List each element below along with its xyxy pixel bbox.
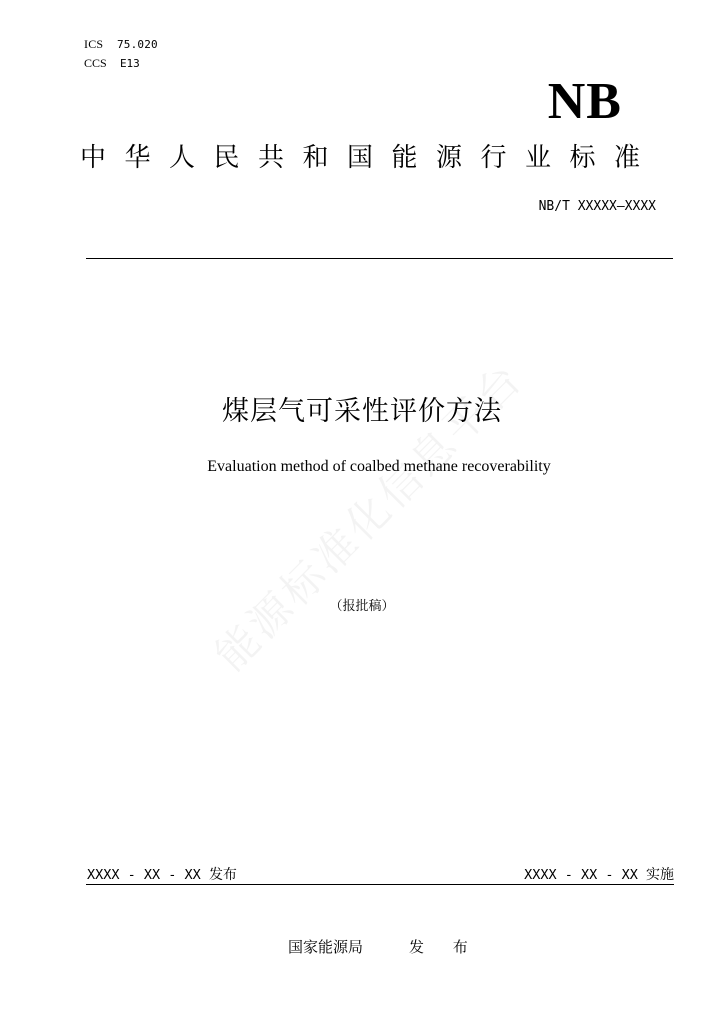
ics-label: ICS <box>84 37 104 51</box>
ics-code-line <box>84 37 158 52</box>
issuing-authority: 国家能源局 <box>288 938 364 956</box>
draft-status: （报批稿） <box>329 599 395 614</box>
document-title-english: Evaluation method of coalbed methane recoverability <box>207 458 551 475</box>
standard-number: NB/T XXXXX—XXXX <box>538 199 656 214</box>
issuing-action: 发 布 <box>409 938 480 956</box>
ccs-label: CCS <box>84 56 107 70</box>
issue-date-value: XXXX - XX - XX <box>87 867 201 883</box>
implementation-date <box>524 864 674 884</box>
header-divider <box>86 258 673 259</box>
document-title-chinese: 煤层气可采性评价方法 <box>222 396 502 427</box>
issue-date-label: 发布 <box>208 867 237 883</box>
footer-divider <box>86 884 674 885</box>
issue-date <box>87 864 237 884</box>
implementation-date-label: 实施 <box>646 867 674 883</box>
ccs-code: E13 <box>119 57 140 70</box>
standard-type-heading: 中华人民共和国能源行业标准 <box>80 143 659 173</box>
ics-code: 75.020 <box>116 38 158 51</box>
implementation-date-value: XXXX - XX - XX <box>524 867 638 883</box>
nb-logo: NB <box>547 73 622 130</box>
ccs-code-line <box>84 56 140 71</box>
